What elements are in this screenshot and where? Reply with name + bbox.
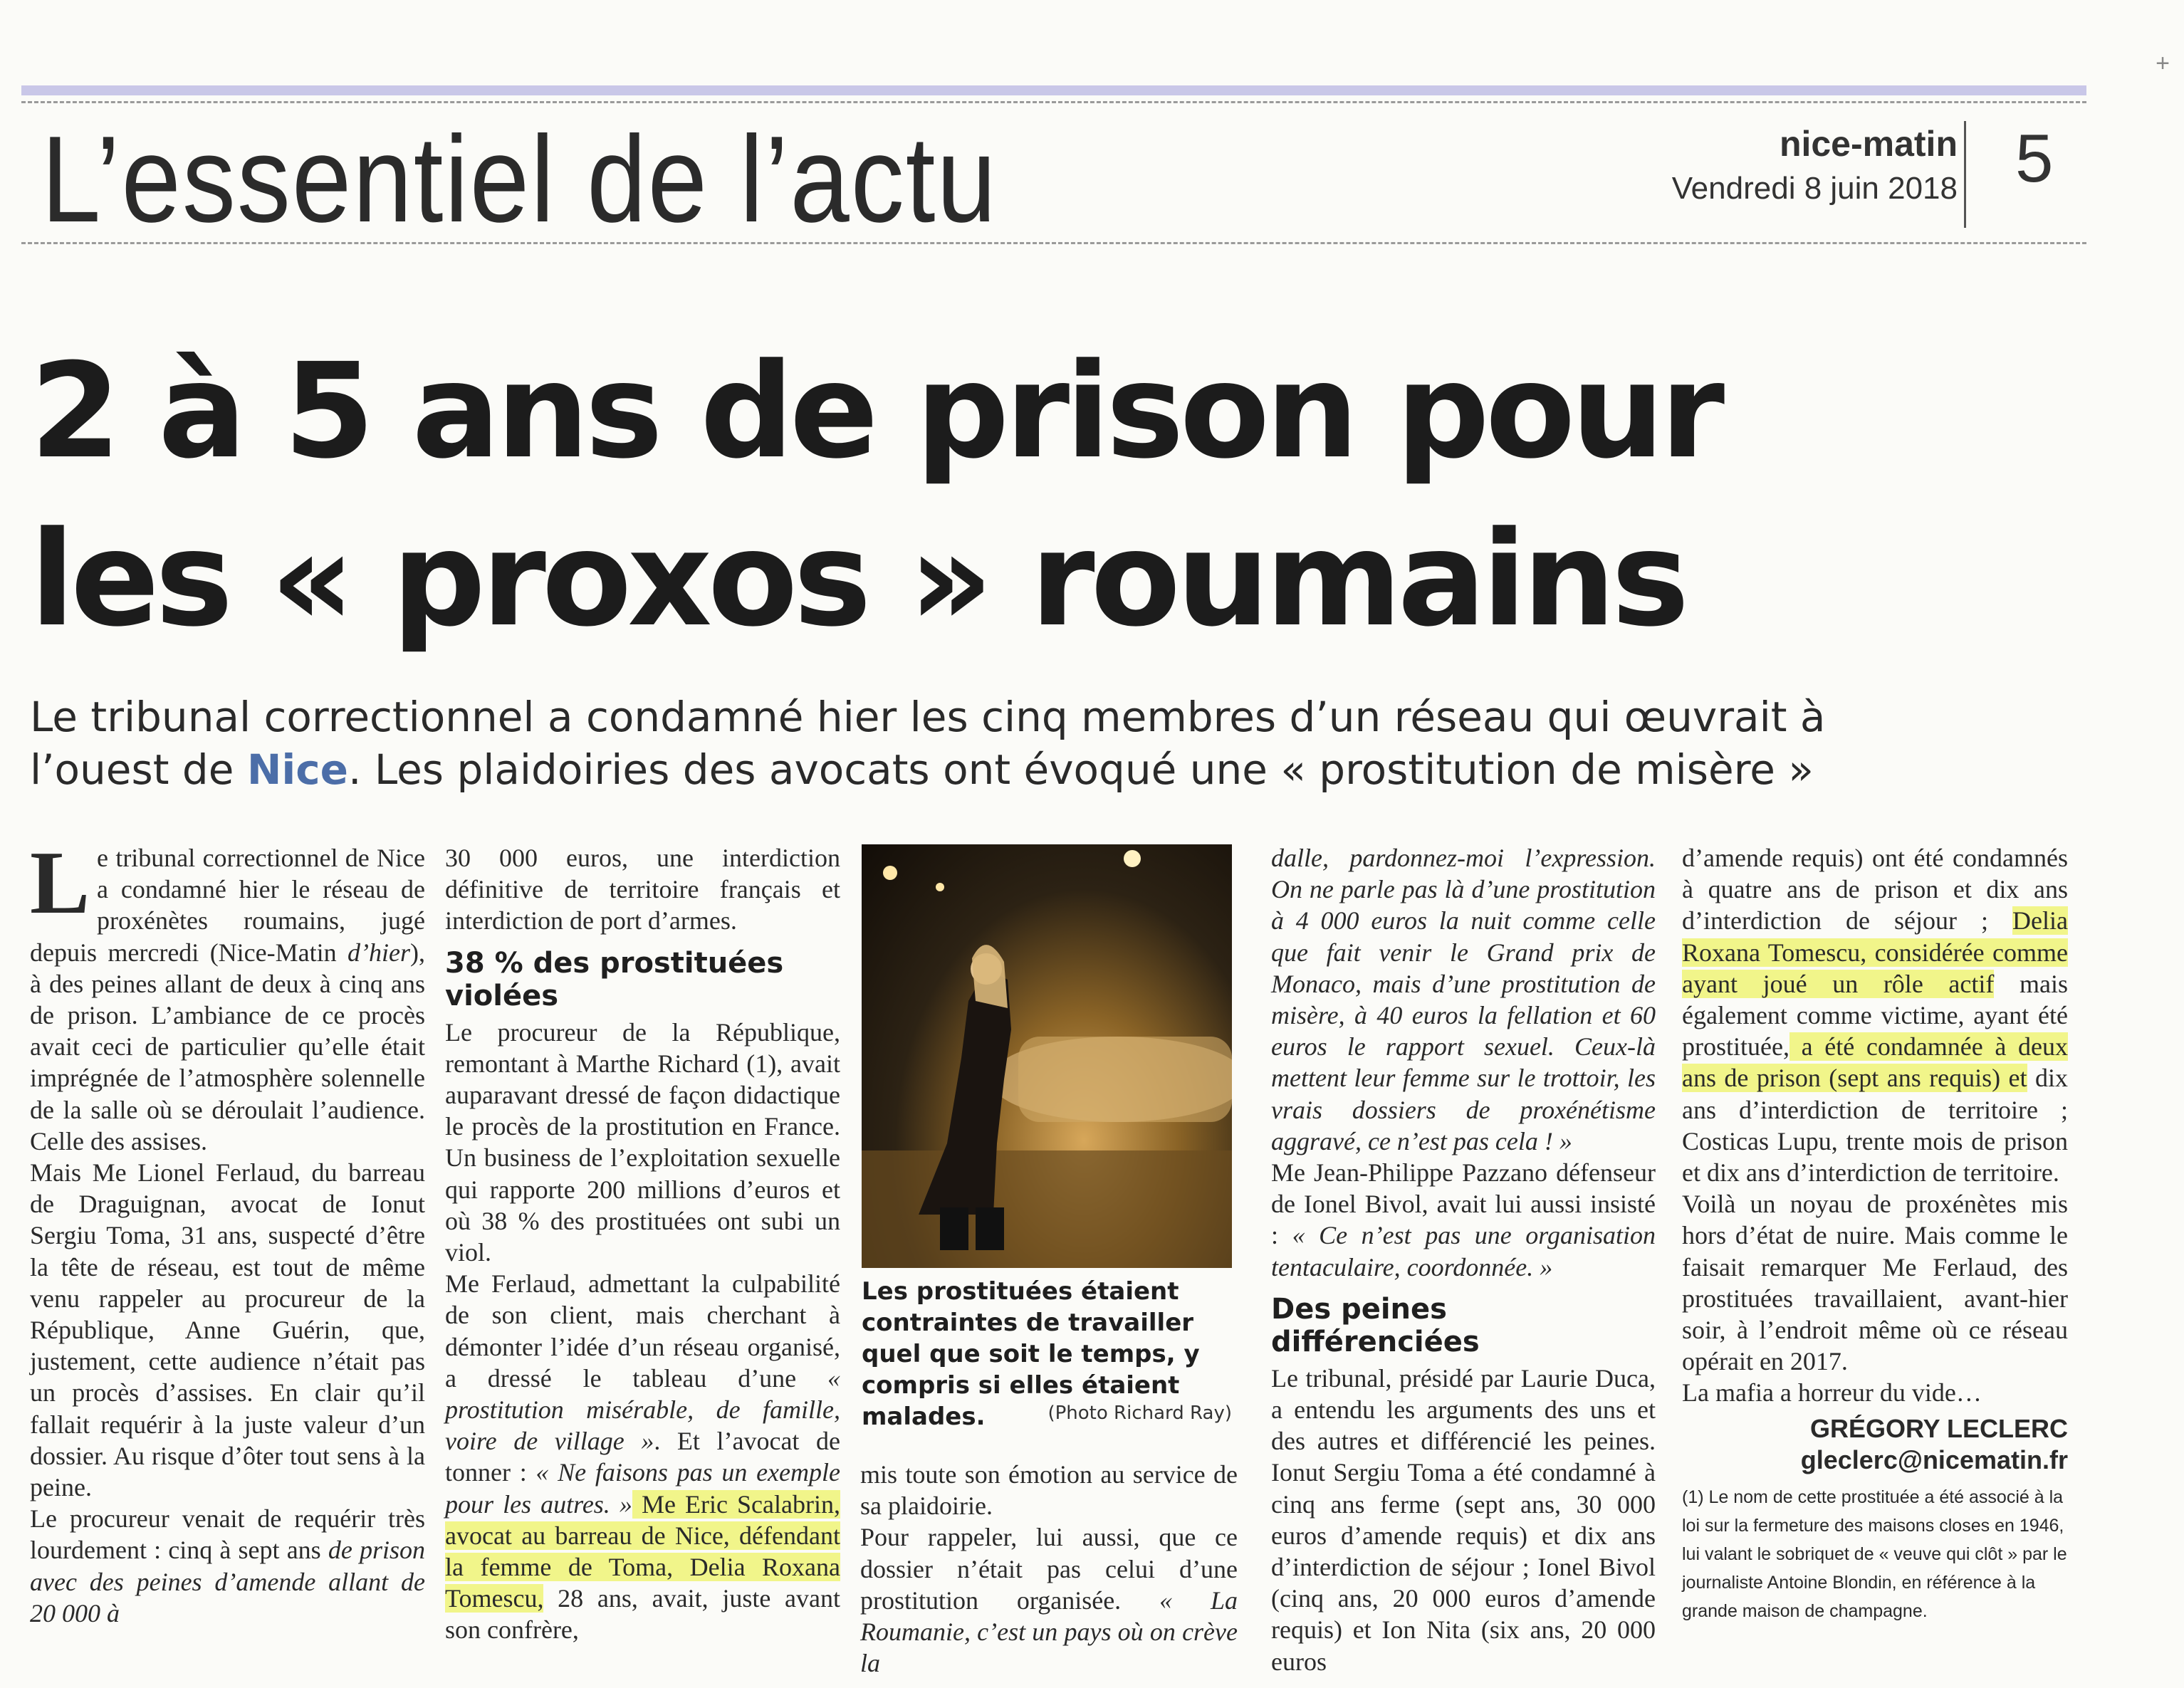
col4-paragraph-3: Le tribunal, présidé par Laurie Duca, a entendu les arguments des uns et des autres et différencié les peines. Ionut Sergiu Toma a été condamné à cinq ans ferme (sept ans, 30 000 euros d’amende requis) et dix ans d’interdiction de séjour ; Ionel Bivol (cinq ans, 20 000 euros d’amende requis) et Ion Nita (six ans, 20 000 euros [1271,1363,1656,1676]
col2-paragraph-2: Le procureur de la République, remontant à Marthe Richard (1), avait auparavant dressé de façon didactique le procès de la prostitution en France. Un business de l’exploitation sexuelle qui rapporte 200 millions d’euros et où 38 % des prostituées ont subi un viol. [445,1017,840,1267]
subhead-violees: 38 % des prostituées violées [445,946,784,1012]
col4-paragraph-1: dalle, pardonnez-moi l’expression. On ne parle pas là d’une prostitution à 4 000 euros la nuit comme celle que fait venir le Grand prix de Monaco, mais d’une prostitution de misère, à 40 euros la fellation et 60 euros le rapport sexuel. Ceux-là mettent leur femme sur le trottoir, les vrais dossiers de proxénétisme aggravé, ce n’est pas cela ! » [1271,844,1656,1155]
col3-p2-text: Pour rappeler, lui aussi, que ce dossier n’était pas celui d’une prostitution organisée. [860,1523,1238,1615]
author-name: GRÉGORY LECLERC [1809,1413,2068,1443]
col1-p1-text: e tribunal correctionnel de Nice a condamné hier le réseau de proxénètes roumains, jugé depuis mercredi (Nice-Matin [30,844,425,967]
section-title: L’essentiel de l’actu [41,110,998,248]
night-street-illustration [862,844,1232,1268]
deck-text-1: Le tribunal correctionnel a condamné hier les cinq membres d’un réseau qui œuvrait à l’ouest de [30,693,1826,794]
header-bottom-rule [21,242,2086,244]
article-column-1 [30,834,426,1629]
header-top-rule [21,101,2086,103]
corner-mark: + [2156,50,2170,77]
top-color-band [21,85,2086,95]
col5-highlight-2: a été condamnée à deux ans de prison (sept ans requis) et [1682,1032,2068,1093]
col2-p3-text-3: 28 ans, avait, juste avant son confrère, [445,1584,840,1645]
issue-date: Vendredi 8 juin 2018 [1671,171,1958,206]
col5-paragraph-2: Voilà un noyau de proxénètes mis hors d’état de nuire. Mais comme le faisait remarquer Me Ferlaud, des prostituées travaillaient, avant-hier soir, à l’endroit même où ce réseau opérait en 2017. [1682,1190,2068,1376]
col1-p3-italic: de prison avec des peines d’amende allant de 20 000 à [30,1536,426,1627]
col2-highlight: Me Eric Scalabrin, avocat au barreau de Nice, défendant la femme de Toma, Delia Roxana Tomescu, [445,1489,840,1613]
col1-paragraph-1 [30,834,425,1157]
page-number: 5 [2015,120,2054,196]
masthead-divider [1964,121,1966,228]
col2-paragraph-3 [445,1268,840,1645]
col5-p1-text: d’amende requis) ont été condamnés à quatre ans de prison et dix ans d’interdiction de séjour ; [1682,844,2068,935]
article-column-2 [445,842,840,1646]
col5-paragraph-3: La mafia a horreur du vide… [1682,1378,1982,1407]
deck-text-2: . Les plaidoiries des avocats ont évoqué une « prostitution de misère » [348,745,1814,794]
col1-p1-text-2: ), à des peines allant de deux à cinq ans de prison. L’ambiance de ce procès avait ceci de particulier qu’elle était imprégnée de l’atmosphère solennelle de la salle où se déroulait l’audience. Celle des assises. [30,938,425,1155]
col5-p1-text-2: mais également comme victime, ayant été prostituée, [1682,969,2068,1061]
col4-p2-text: Me Jean-Philippe Pazzano défenseur de Ionel Bivol, avait lui aussi insisté : [1271,1158,1656,1250]
col2-p3-italic-2: « Ne faisons pas un exemple pour les autres. » [445,1458,840,1519]
col2-p3-italic: « prostitution misérable, de famille, voire de village » [445,1363,840,1456]
col1-p1-italic: d’hier [348,938,410,967]
photo-credit: (Photo Richard Ray) [1047,1403,1232,1424]
article-column-3 [860,1459,1238,1679]
drop-cap: L [30,834,90,933]
deck-city: Nice [246,745,348,794]
masthead [1672,125,1958,206]
col1-paragraph-2: Mais Me Lionel Ferlaud, du barreau de Draguignan, avocat de Ionut Sergiu Toma, 31 ans, suspecté d’être la tête de réseau, est tout de même venu rappeler au procureur de la République, Anne Guérin, que, justement, cette audience n’était pas un procès d’assises. En clair qu’il fallait requérir à la juste valeur d’un dossier. Au risque d’ôter tout sens à la peine. [30,1158,425,1502]
author-email[interactable]: gleclerc@nicematin.fr [1800,1445,2068,1474]
col2-p3-text-2: . Et l’avocat de tonner : [445,1427,840,1487]
photo-caption: Les prostituées étaient contraintes de travailler quel que soit le temps, y compris si elles étaient malades. [862,1277,1200,1431]
col5-paragraph-1 [1682,842,2068,1188]
article-photo [862,844,1232,1268]
headline-line-2: les « proxos » roumains [30,503,1686,656]
col1-p3-text: Le procureur venait de requérir très lourdement : cinq à sept ans [30,1504,425,1565]
col4-paragraph-2 [1271,1157,1656,1283]
article-column-5 [1682,842,2068,1625]
headline [30,327,2138,664]
footnote: (1) Le nom de cette prostituée a été associé à la loi sur la fermeture des maisons closes en 1946, lui valant le sobriquet de « veuve qui clôt » par le journaliste Antoine Blondin, en référence à la grande maison de champagne. [1682,1487,2067,1622]
col1-paragraph-3 [30,1503,425,1629]
subhead-peines: Des peines différenciées [1271,1292,1480,1358]
article-column-4 [1271,842,1656,1677]
col5-p1-text-3: dix ans d’interdiction de territoire ; Costicas Lupu, trente mois de prison et dix ans d’interdiction de territoire. [1682,1064,2068,1188]
paper-name: nice-matin [1779,124,1958,164]
headline-line-1: 2 à 5 ans de prison pour [30,335,1721,488]
col3-paragraph-2 [860,1521,1238,1679]
col2-p3-text: Me Ferlaud, admettant la culpabilité de son client, mais cherchant à démonter l’idée d’un réseau organisé, a dressé le tableau d’une [445,1269,840,1393]
signature [1682,1413,2068,1476]
col3-paragraph-1: mis toute son émotion au service de sa plaidoirie. [860,1460,1238,1521]
col2-paragraph-1: 30 000 euros, une interdiction définitive de territoire français et interdiction de port d’armes. [445,844,840,935]
col5-highlight-1: Delia Roxana Tomescu, considérée comme ayant joué un rôle actif [1682,906,2068,998]
col3-p2-italic: « La Roumanie, c’est un pays où on crève la [860,1585,1238,1678]
col4-p2-italic: « Ce n’est pas une organisation tentaculaire, coordonnée. » [1271,1221,1656,1281]
deck [30,691,1953,796]
